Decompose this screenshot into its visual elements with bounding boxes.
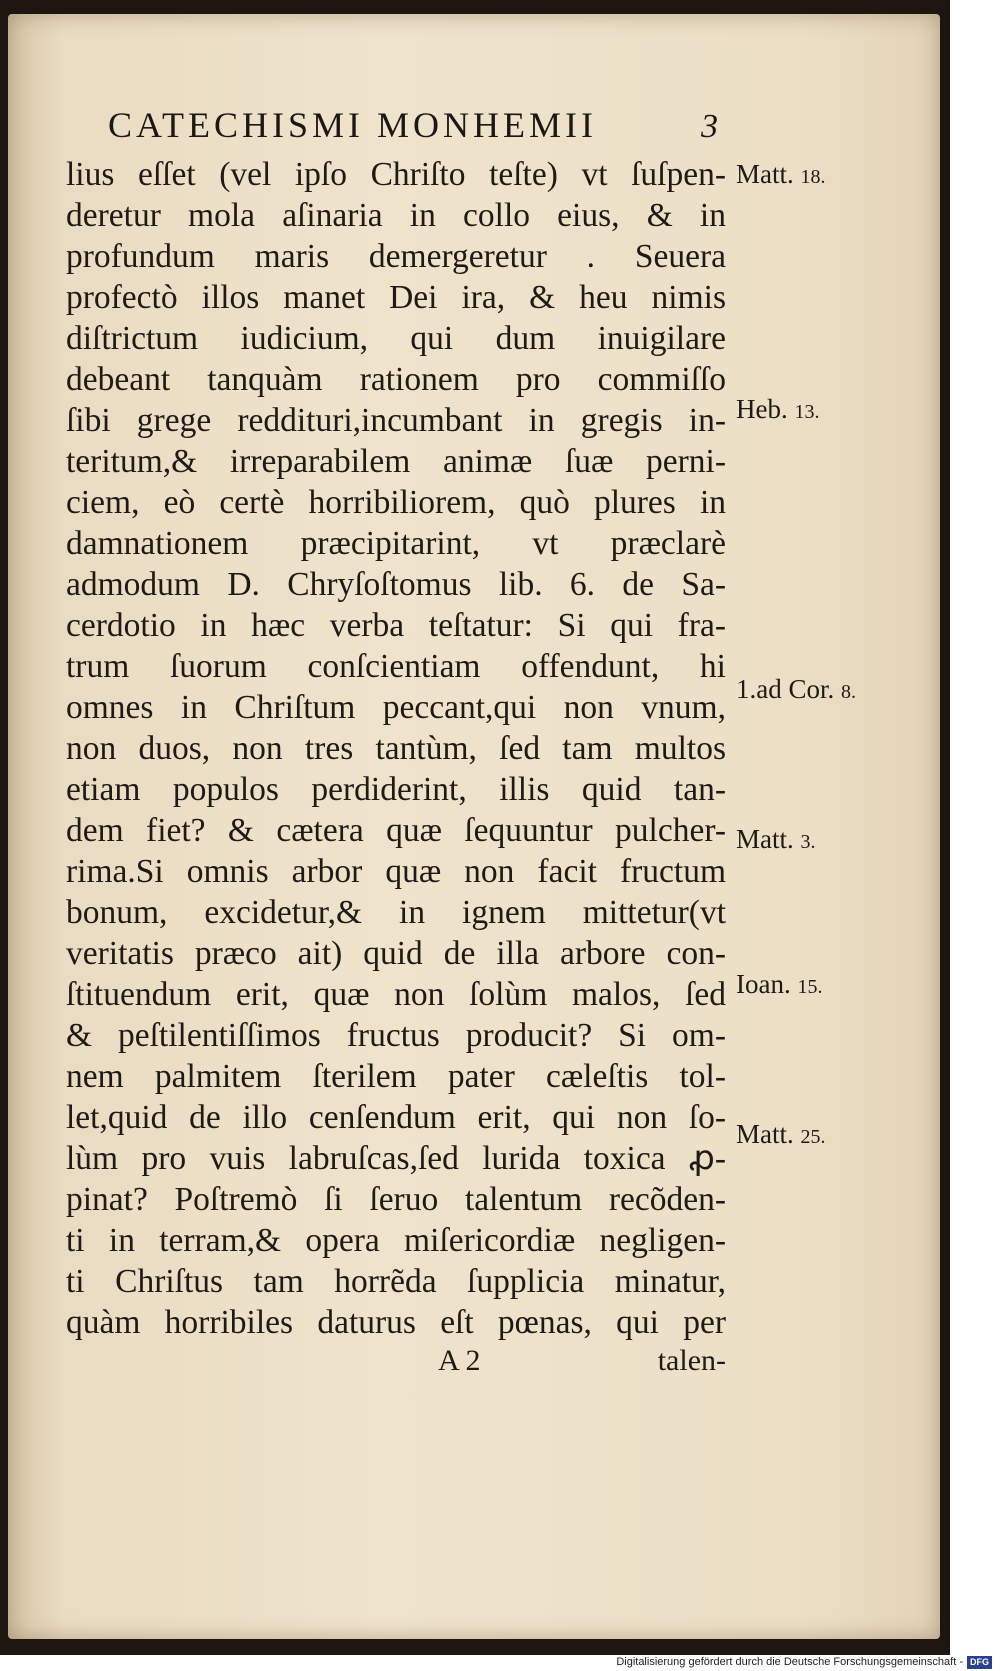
dfg-logo-icon: DFG <box>967 1656 992 1669</box>
page-footer <box>408 1344 726 1385</box>
margin-note-book: Matt. <box>736 1119 794 1149</box>
text-line: trum ſuorum conſcientiam offendunt, hi <box>66 648 726 685</box>
text-line: dem fiet? & cætera quæ ſequuntur pulcher- <box>66 812 726 849</box>
margin-note-book: Heb. <box>736 394 788 424</box>
text-line: pinat? Poſtremò ſi ſeruo talentum recõden- <box>66 1181 726 1218</box>
text-line: let,quid de illo cenſendum erit, qui non ſo- <box>66 1099 726 1136</box>
text-line: etiam populos perdiderint, illis quid tan- <box>66 771 726 808</box>
margin-note-matt-25 <box>736 1119 826 1150</box>
text-line: cerdotio in hæc verba teſtatur: Si qui fra- <box>66 607 726 644</box>
text-line: ciem, eò certè horribiliorem, quò plures in <box>66 484 726 521</box>
text-line: nem palmitem ſterilem pater cæleſtis tol- <box>66 1058 726 1095</box>
page-number: 3 <box>701 108 718 145</box>
margin-note-ref: 13. <box>794 401 820 423</box>
text-line: bonum, excidetur,& in ignem mittetur(vt <box>66 894 726 931</box>
text-line: admodum D. Chryſoſtomus lib. 6. de Sa- <box>66 566 726 603</box>
running-title: CATECHISMI MONHEMII <box>108 105 597 145</box>
text-line: quàm horribiles daturus eſt pœnas, qui per <box>66 1304 726 1341</box>
margin-note-ref: 3. <box>800 831 816 853</box>
margin-note-matt-18 <box>736 159 826 190</box>
book-page <box>8 14 940 1639</box>
margin-note-ref: 18. <box>800 166 826 188</box>
digitization-credit <box>616 1655 992 1669</box>
text-line: profundum maris demergeretur . Seuera <box>66 238 726 275</box>
text-line: rima.Si omnis arbor quæ non facit fructum <box>66 853 726 890</box>
margin-note-heb-13 <box>736 394 819 425</box>
margin-note-ioan-15 <box>736 969 822 1000</box>
credit-text: Digitalisierung gefördert durch die Deutsche Forschungsgemeinschaft - <box>616 1656 963 1668</box>
text-line: lius eſſet (vel ipſo Chriſto teſte) vt ſuſpen- <box>66 156 726 193</box>
text-line: ſibi grege reddituri,incumbant in gregis in- <box>66 402 726 439</box>
text-line: veritatis præco ait) quid de illa arbore con- <box>66 935 726 972</box>
margin-note-matt-3 <box>736 824 816 855</box>
text-line: non duos, non tres tantùm, ſed tam multos <box>66 730 726 767</box>
margin-note-book: Matt. <box>736 159 794 189</box>
signature-mark: A 2 <box>438 1344 481 1377</box>
text-line: teritum,& irreparabilem animæ ſuæ perni- <box>66 443 726 480</box>
text-line: deretur mola aſinaria in collo eius, & in <box>66 197 726 234</box>
margin-note-book: Ioan. <box>736 969 791 999</box>
text-line: ſtituendum erit, quæ non ſolùm malos, ſed <box>66 976 726 1013</box>
margin-note-1-cor-8 <box>736 674 856 705</box>
margin-note-ref: 25. <box>800 1126 826 1148</box>
text-line: ti Chriſtus tam horrẽda ſupplicia minatur, <box>66 1263 726 1300</box>
body-text <box>66 154 726 1343</box>
margin-note-book: 1.ad Cor. <box>736 674 835 704</box>
text-line: & peſtilentiſſimos fructus producit? Si om- <box>66 1017 726 1054</box>
text-line: diſtrictum iudicium, qui dum inuigilare <box>66 320 726 357</box>
margin-note-ref: 8. <box>841 681 856 703</box>
text-line: ti in terram,& opera miſericordiæ negligen- <box>66 1222 726 1259</box>
text-line: profectò illos manet Dei ira, & heu nimis <box>66 279 726 316</box>
margin-note-ref: 15. <box>797 976 823 998</box>
catchword: talen- <box>657 1344 726 1377</box>
margin-note-book: Matt. <box>736 824 794 854</box>
text-line: debeant tanquàm rationem pro commiſſo <box>66 361 726 398</box>
text-line: damnationem præcipitarint, vt præclarè <box>66 525 726 562</box>
text-line: lùm pro vuis labruſcas,ſed lurida toxica ꝓ- <box>66 1140 726 1177</box>
page-header <box>108 104 718 154</box>
text-line: omnes in Chriſtum peccant,qui non vnum, <box>66 689 726 726</box>
